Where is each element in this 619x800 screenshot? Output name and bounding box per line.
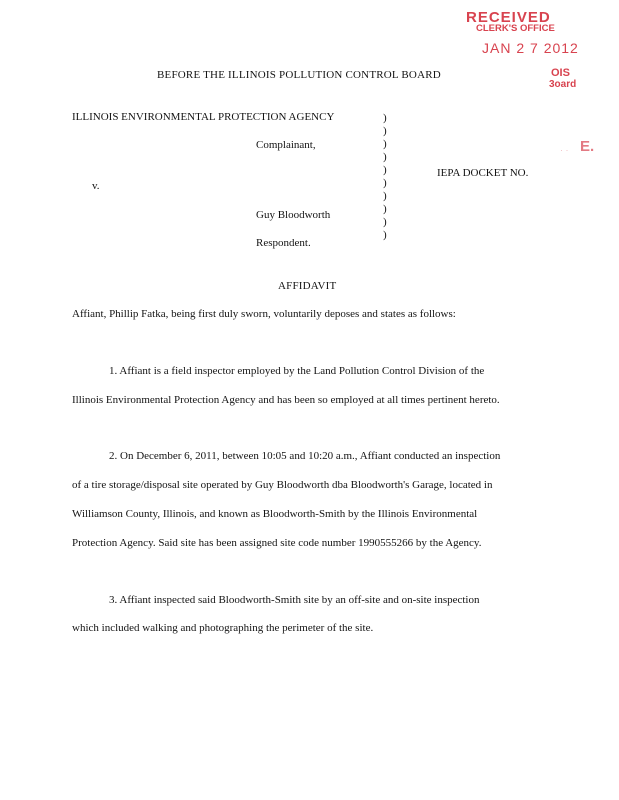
affidavit-title: AFFIDAVIT (278, 280, 337, 292)
bracket-mark: ) (383, 203, 387, 215)
versus-label: v. (92, 180, 100, 192)
paragraph-3-line-2: which included walking and photographing the perimeter of the site. (72, 622, 374, 634)
board-heading: BEFORE THE ILLINOIS POLLUTION CONTROL BOARD (157, 69, 441, 81)
stamp-ois-fragment: OIS (551, 67, 570, 79)
complainant-role: Complainant, (256, 139, 316, 151)
paragraph-1-line-1: 1. Affiant is a field inspector employed by the Land Pollution Control Division of the (109, 365, 485, 377)
docket-label: IEPA DOCKET NO. (437, 167, 529, 179)
bracket-mark: ) (383, 138, 387, 150)
paragraph-2-line-1: 2. On December 6, 2011, between 10:05 and 10:20 a.m., Affiant conducted an inspection (109, 450, 501, 462)
stamp-board-fragment: 3oard (549, 79, 577, 90)
paragraph-3-line-1: 3. Affiant inspected said Bloodworth-Smith site by an off-site and on-site inspection (109, 594, 480, 606)
bracket-mark: ) (383, 164, 387, 176)
stamp-mark: E. (580, 138, 595, 155)
bracket-mark: ) (383, 125, 387, 137)
bracket-mark: ) (383, 151, 387, 163)
bracket-mark: ) (383, 190, 387, 202)
stamp-speck: · · (560, 145, 569, 155)
received-stamp: RECEIVED (466, 9, 551, 26)
respondent-role: Respondent. (256, 237, 311, 249)
respondent-name: Guy Bloodworth (256, 209, 331, 221)
intro-statement: Affiant, Phillip Fatka, being first duly sworn, voluntarily deposes and states as follows: (72, 308, 456, 320)
bracket-mark: ) (383, 229, 387, 241)
bracket-mark: ) (383, 112, 387, 124)
stamp-date: JAN 2 7 2012 (482, 40, 579, 56)
bracket-mark: ) (383, 216, 387, 228)
complainant-name: ILLINOIS ENVIRONMENTAL PROTECTION AGENCY (72, 111, 335, 123)
caption-bracket (383, 112, 387, 242)
paragraph-2-line-4: Protection Agency. Said site has been assigned site code number 1990555266 by the Agency. (72, 537, 482, 549)
clerks-office-stamp: CLERK'S OFFICE (476, 23, 555, 34)
paragraph-2-line-2: of a tire storage/disposal site operated by Guy Bloodworth dba Bloodworth's Garage, located in (72, 479, 493, 491)
bracket-mark: ) (383, 177, 387, 189)
paragraph-2-line-3: Williamson County, Illinois, and known as Bloodworth-Smith by the Illinois Environmental (72, 508, 478, 520)
paragraph-1-line-2: Illinois Environmental Protection Agency and has been so employed at all times pertinent hereto. (72, 394, 500, 406)
